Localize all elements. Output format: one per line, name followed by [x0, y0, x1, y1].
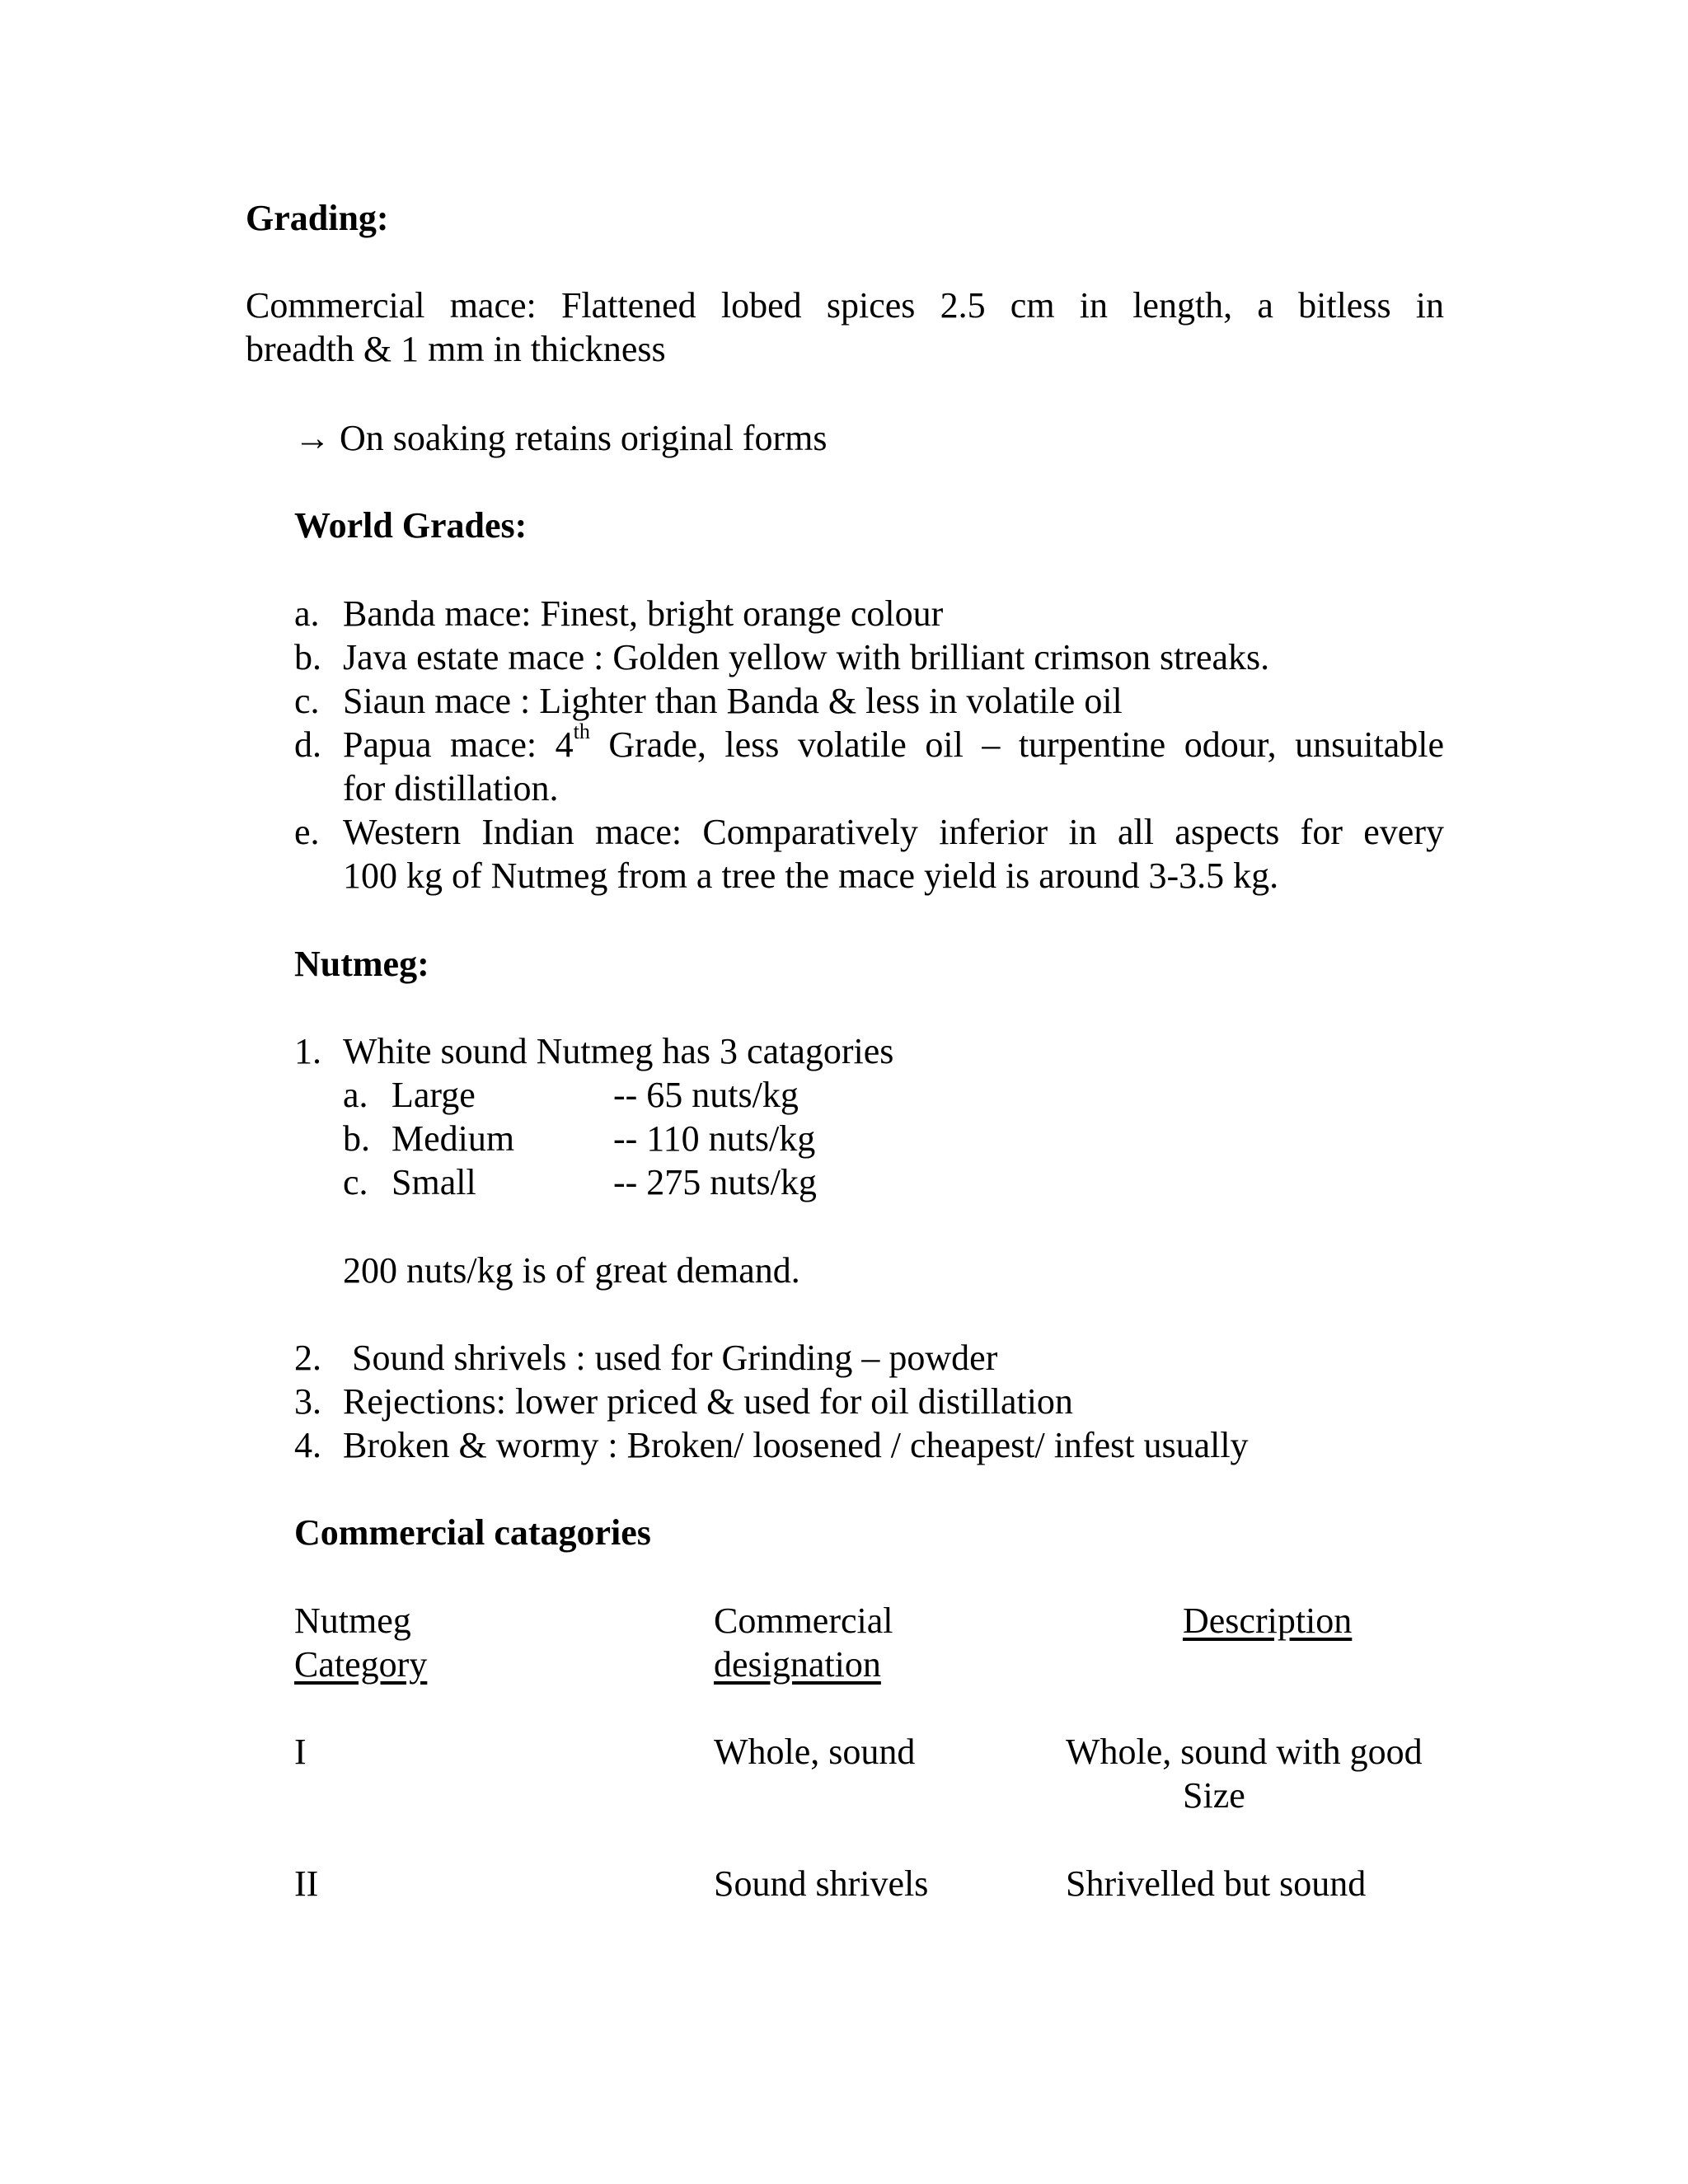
grade-item-d-cont: for distillation. [343, 768, 559, 808]
arrow-note: → On soaking retains original forms [294, 418, 828, 458]
grade-marker-c: c. [294, 681, 320, 721]
grade-item-d-text-rest: Grade, less volatile oil – turpentine odour, unsuitable [589, 724, 1444, 765]
grade-item-b: Java estate mace : Golden yellow with brilliant crimson streaks. [343, 637, 1270, 677]
header-designation-line1: Commercial [714, 1601, 893, 1641]
heading-grading: Grading: [246, 198, 389, 238]
grade-marker-b: b. [294, 637, 321, 677]
world-grades-title: World Grades: [294, 505, 528, 546]
grade-marker-a: a. [294, 593, 320, 634]
size-value-medium: -- 110 nuts/kg [613, 1118, 816, 1159]
nutmeg-marker-1: 1. [294, 1031, 321, 1071]
size-name-medium: Medium [392, 1118, 515, 1159]
size-marker-c: c. [343, 1162, 368, 1202]
header-category-line2: Category [294, 1644, 428, 1685]
row1-description-line2: Size [1183, 1775, 1245, 1816]
size-value-large: -- 65 nuts/kg [613, 1075, 799, 1115]
row1-designation: Whole, sound [714, 1732, 916, 1772]
commercial-mace-line1: Commercial mace: Flattened lobed spices 2.5 cm in length, a bitless in [246, 285, 1444, 326]
nutmeg-item-1: White sound Nutmeg has 3 catagories [343, 1031, 894, 1071]
grade-marker-e: e. [294, 812, 320, 852]
grade-item-d-text: Papua mace: 4 [343, 724, 574, 765]
size-name-small: Small [392, 1162, 476, 1202]
size-marker-b: b. [343, 1118, 370, 1159]
header-category-line1: Nutmeg [294, 1601, 411, 1641]
nutmeg-item-2: Sound shrivels : used for Grinding – powder [343, 1338, 998, 1378]
size-value-small: -- 275 nuts/kg [613, 1162, 817, 1202]
grade-item-a: Banda mace: Finest, bright orange colour [343, 593, 944, 634]
row1-category: I [294, 1732, 307, 1772]
commercial-categories-title: Commercial catagories [294, 1512, 651, 1553]
grade-item-e-cont: 100 kg of Nutmeg from a tree the mace yield is around 3-3.5 kg. [343, 855, 1279, 896]
row2-category: II [294, 1863, 319, 1904]
grade-item-c: Siaun mace : Lighter than Banda & less in volatile oil [343, 681, 1123, 721]
nutmeg-marker-4: 4. [294, 1425, 321, 1465]
commercial-mace-line2: breadth & 1 mm in thickness [246, 329, 666, 369]
row2-designation: Sound shrivels [714, 1863, 929, 1904]
nutmeg-item-3: Rejections: lower priced & used for oil distillation [343, 1381, 1073, 1422]
grade-item-d [343, 719, 1444, 767]
size-name-large: Large [392, 1075, 476, 1115]
nutmeg-marker-3: 3. [294, 1381, 321, 1422]
row1-description-line1: Whole, sound with good [1066, 1732, 1423, 1772]
nutmeg-marker-2: 2. [294, 1338, 321, 1378]
grade-item-e: Western Indian mace: Comparatively inferior in all aspects for every [343, 812, 1444, 852]
grade-item-d-sup: th [573, 719, 590, 743]
row2-description: Shrivelled but sound [1066, 1863, 1367, 1904]
size-marker-a: a. [343, 1075, 368, 1115]
nutmeg-title: Nutmeg: [294, 944, 429, 984]
header-designation-line2: designation [714, 1644, 881, 1685]
header-description: Description [1183, 1601, 1353, 1641]
grade-marker-d: d. [294, 724, 321, 765]
demand-note: 200 nuts/kg is of great demand. [343, 1250, 800, 1291]
nutmeg-item-4: Broken & wormy : Broken/ loosened / cheapest/ infest usually [343, 1425, 1249, 1465]
